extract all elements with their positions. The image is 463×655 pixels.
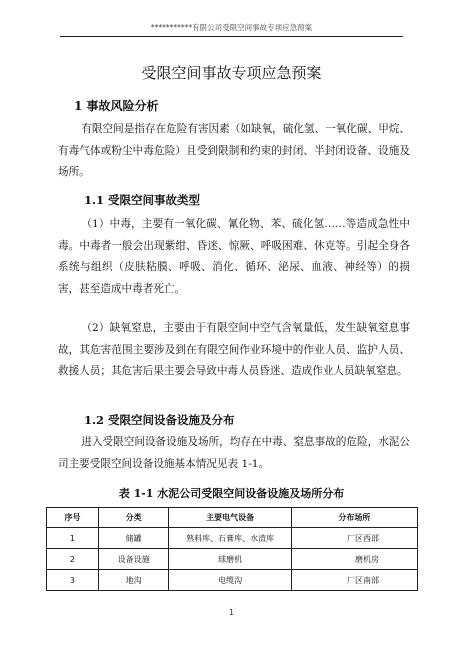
table-header-cell: 序号 [47, 508, 99, 528]
section-heading-1-1: 1.1 受限空间事故类型 [84, 193, 201, 207]
distribution-table [46, 507, 418, 591]
page-number: 1 [228, 608, 235, 617]
table-header-cell: 主要电气设备 [169, 508, 291, 528]
table-caption: 表 1-1 水泥公司受限空间设备设施及场所分布 [118, 487, 345, 500]
table-cell: 3 [47, 570, 99, 591]
table-cell: 设备设施 [98, 549, 168, 570]
document-title: 受限空间事故专项应急预案 [141, 64, 322, 82]
section-heading-1-2: 1.2 受限空间设备设施及分布 [84, 413, 235, 427]
table-header-row [47, 508, 418, 528]
section-1-2-paragraph: 进入受限空间设备设施及场所，均存在中毒、窒息事故的危险，水泥公司主要受限空间设备设施基本情况见表 1-1。 [58, 436, 410, 470]
section-1-1-paragraph-2: （2）缺氧窒息，主要由于有限空间中空气含氧量低，发生缺氧窒息事故，其危害范围主要涉及到在有限空间作业环境中的作业人员、监护人员、救援人员；其危害后果主要会导致中毒人员昏迷、造成作业人员缺氧窒息。 [58, 322, 410, 377]
table-cell: 球磨机 [169, 549, 291, 570]
table-cell: 1 [47, 528, 99, 549]
table-header-cell: 分布场所 [291, 508, 417, 528]
section-1-intro: 有限空间是指存在危险有害因素（如缺氧，硫化氢、一氧化碳、甲烷、有毒气体或粉尘中毒危险）且受到限制和约束的封闭、半封闭设备、设施及场所。 [58, 123, 410, 178]
section-1-1-paragraph-1: （1）中毒，主要有一氧化碳、氰化物、苯、硫化氢……等造成急性中毒。中毒者一般会出现紫绀、昏迷、惊厥、呼吸困难、休克等。引起全身各系统与组织（皮肤粘膜、呼吸、消化、循环、泌尿、血液、神经等）的损害，甚至造成中毒者死亡。 [58, 218, 410, 295]
running-header: ***********有限公司受限空间事故专项应急预案 [60, 22, 403, 37]
table-cell: 磨机房 [291, 549, 417, 570]
table-cell: 2 [47, 549, 99, 570]
table-cell: 厂区南部 [291, 570, 417, 591]
table-cell: 厂区西部 [291, 528, 417, 549]
section-heading-1: 1 事故风险分析 [74, 99, 159, 113]
table-header-cell: 分类 [98, 508, 168, 528]
table-cell: 储罐 [98, 528, 168, 549]
table-cell: 地沟 [98, 570, 168, 591]
table-row [47, 549, 418, 570]
table-row [47, 570, 418, 591]
table-cell: 熟料库、石膏库、水渣库 [169, 528, 291, 549]
table-cell: 电缆沟 [169, 570, 291, 591]
table-row [47, 528, 418, 549]
